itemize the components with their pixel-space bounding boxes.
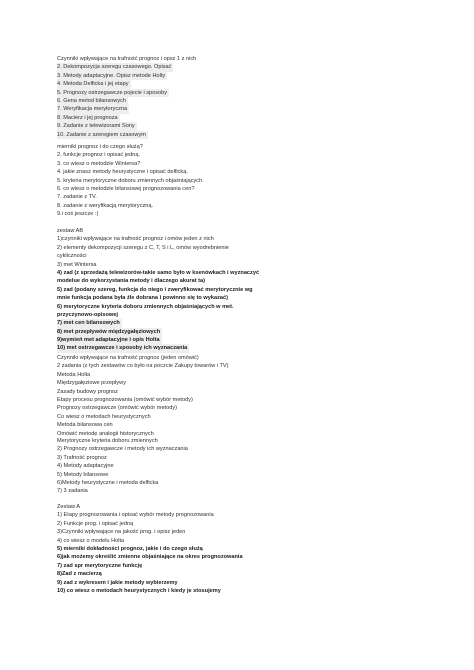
list-item: 10. Zadanie z szeregiem czasowym (57, 131, 146, 138)
list-item: 9)wymień met adaptacyjne i opis Holta (57, 337, 160, 344)
list-item: 5. Prognozy ostrzegawcze pojecie i sposoby (57, 89, 168, 96)
list-item: 2 zadania (z tych zestawów co było na poczcie Zakupy towarów i TV) (57, 363, 229, 370)
list-item: Czynniki wpływające na trafność prognoz i opsz 1 z nich (57, 56, 197, 62)
list-item: 9. Zadanie z telewizorami Sony (57, 123, 135, 130)
list-item: mnie funkcja podana była źle dobrana i powinno się to wykazać) (57, 295, 228, 302)
list-item: 5) mierniki dokładności prognoz, jakie i do czego służą (57, 545, 203, 552)
list-item: 7) 3 zadania (57, 488, 88, 495)
list-item: 3) Trafność prognoz (57, 454, 107, 461)
list-item: 7) zad spr merytoryczne funkcję (57, 562, 143, 569)
section-4 (57, 354, 437, 438)
list-item: 3. Metody adaptacyjne. Opisz metode Holty (57, 72, 166, 79)
list-item: 2. Dekompozycja szeregu czasowego. Opisać (57, 64, 172, 71)
list-item: mierniki prognoz i do czego służą? (57, 144, 143, 150)
list-item: 4. jakie znasz metody heurystyczne i opisać delficką. (57, 169, 188, 176)
list-item: Etapy procesu prognozowania (omówić wybór metody) (57, 396, 193, 403)
list-item: przyczynowo-opisowej (57, 311, 118, 318)
list-item: 4) co wiesz o modelu Holta (57, 537, 125, 544)
list-item: 6)jak możemy określić zmienne objaśniające na okres prognozowania (57, 554, 243, 561)
list-item: 6. co wiesz o metodzie bilansowej prognozowania cen? (57, 185, 195, 192)
list-item: 6. Gena metod bilansowych (57, 97, 127, 104)
section-1 (57, 55, 437, 139)
list-item: 1) Etapy prognozowania i opisać wybór metody prognozowania (57, 512, 214, 519)
list-item: Międzygałęziowe przepływy (57, 380, 127, 387)
list-item: 8. zadanie z weryfikacją merytoryczną. (57, 202, 154, 209)
list-item: 3. co wiesz o metodzie Wintersa? (57, 160, 141, 167)
list-item: Metoda Holta (57, 371, 91, 378)
list-item: 5) Metody bilansowe (57, 471, 109, 478)
list-item: 7) met cen bilansowych (57, 320, 120, 327)
list-item: Prognozy ostrzegawcze (omówić wybór metody) (57, 405, 177, 412)
list-item: Zasady budowy prognoz (57, 388, 118, 395)
list-item: 1)czynniki wpływające na trafność prognoz i omów jeden z nich (57, 236, 214, 243)
list-item: 2) elementy dekompozycji szeregu z C, T, S i L, omów wyodrebnienie (57, 244, 229, 251)
list-item: 2) Prognozy ostrzegawcze i metody ich wyznaczania (57, 446, 188, 453)
section-heading: zestaw AB (57, 228, 84, 234)
list-item: Omówić metodę analogii historycznych (57, 430, 154, 437)
list-item: 2. funkcje prognoz i opisać jedną. (57, 152, 141, 159)
list-item: 7. Weryfikacja merytoryczna (57, 106, 128, 113)
list-item: 9.i coś jeszcze :) (57, 211, 99, 218)
list-item: 10) met ostrzegawcze i sposoby ich wyznaczania (57, 345, 188, 352)
list-item: 7. zadanie z TV. (57, 194, 97, 201)
list-item: 4. Metoda Delficka i jej etapy (57, 81, 129, 88)
list-item: 6)Metody heurystyczne i metoda delficka (57, 479, 159, 486)
list-item: Metoda bilansowa cen (57, 422, 113, 429)
list-item: Co wiesz o metodach heurystycznych (57, 413, 151, 420)
list-item: 4) Metody adaptacyjne (57, 463, 114, 470)
section-5 (57, 437, 437, 496)
list-item: 8) met przepływów międzygałęziowych (57, 328, 161, 335)
list-item: 4) zad (z sprzedażą telewizorów-takie samo było w ksenówkach i wyznaczyć (57, 269, 260, 276)
list-item: 3) met Wintersa (57, 261, 97, 268)
section-2 (57, 143, 437, 219)
list-item: 5. kryteria merytoryczne doboru zmiennych objaśniających. (57, 177, 204, 184)
list-item: Merytoryczne kryteria doboru zmiennych (57, 438, 158, 444)
list-item: 2) Funkcje prog. i opisać jedną (57, 520, 134, 527)
list-item: 9) zad z wykresem i jakie metody wybierzemy (57, 579, 178, 586)
list-item: 10) co wiesz o metodach heurystycznych i kiedy je stosujemy (57, 587, 221, 594)
section-zestaw-a (57, 503, 437, 595)
list-item: modelue do wykorzystania metody i dlaczego akurat ta) (57, 278, 205, 285)
list-item: 8. Macierz i jej prognoza (57, 114, 118, 121)
list-item: 8)Zad z macierzą (57, 571, 102, 578)
section-zestaw-ab (57, 227, 437, 353)
list-item: cykliczności (57, 253, 87, 260)
list-item: 6) merytoryczne kryteria doboru zmiennych objaśniających w met. (57, 303, 234, 310)
list-item: Czynniki wpływające na trafność prognoz (jeden omówić) (57, 355, 199, 361)
section-heading: Zestaw A (57, 504, 81, 510)
list-item: 5) zad (podany szereg, funkcja do niego i zweryfikować merytorycznie wg (57, 286, 253, 293)
list-item: 3)Czynniki wpływające na jakość prog. i opisz jeden (57, 529, 186, 536)
